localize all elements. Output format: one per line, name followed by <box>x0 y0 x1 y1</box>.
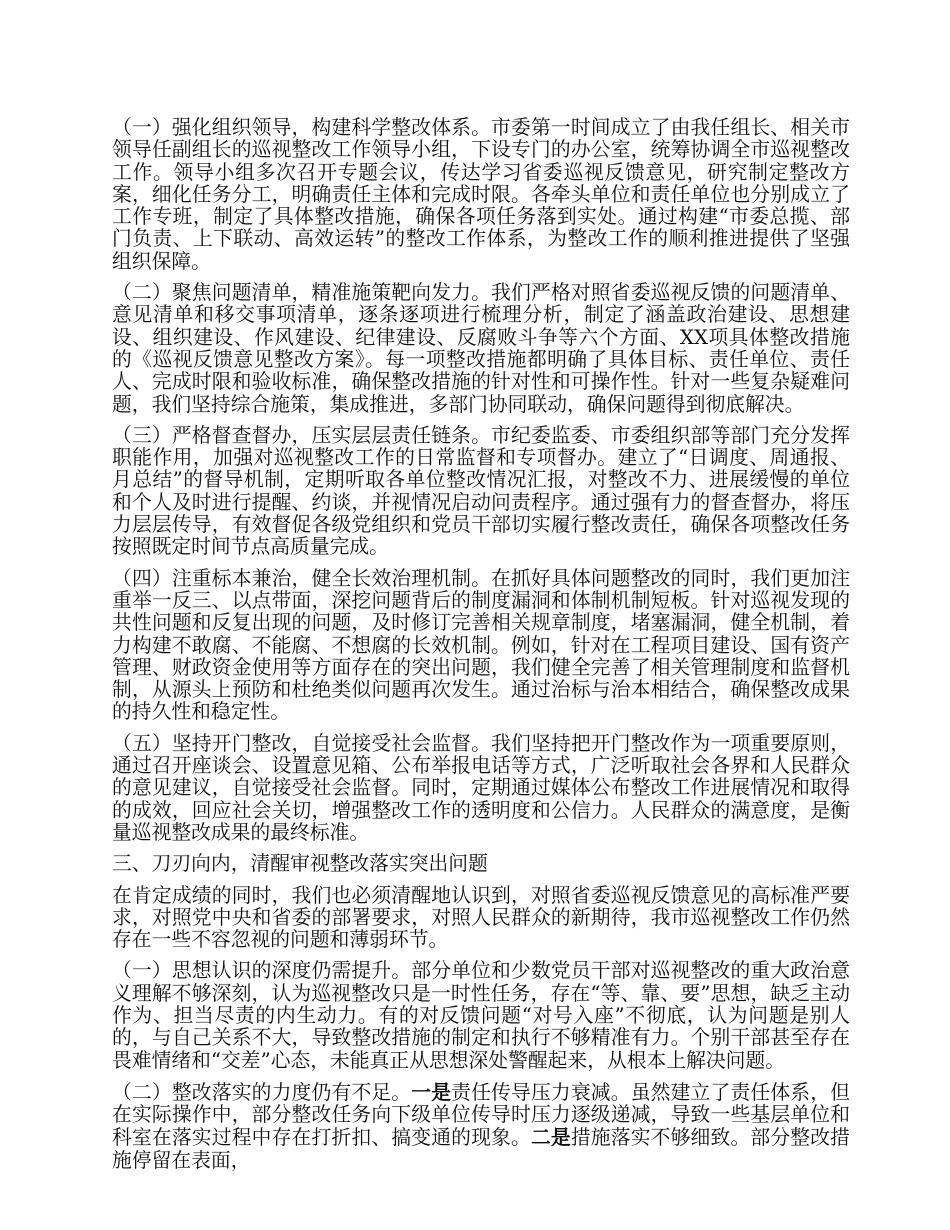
paragraph-text-second: 措施落实不够细致。部分整改措施停留在表面， <box>112 1126 850 1172</box>
paragraph-leadership: （一）强化组织领导，构建科学整改体系。市委第一时间成立了由我任组长、相关市领导任副组长的巡视整改工作领导小组，下设专门的办公室，统筹协调全市巡视整改工作。领导小组多次召开专题会议，传达学习省委巡视反馈意见，研究制定整改方案，细化任务分工，明确责任主体和完成时限。各牵头单位和责任单位也分别成立了工作专班，制定了具体整改措施，确保各项任务落到实处。通过构建“市委总揽、部门负责、上下联动、高效运转”的整改工作体系，为整改工作的顺利推进提供了坚强组织保障。 <box>112 116 850 273</box>
paragraph-open-rectification: （五）坚持开门整改，自觉接受社会监督。我们坚持把开门整改作为一项重要原则，通过召开座谈会、设置意见箱、公布举报电话等方式，广泛听取社会各界和人民群众的意见建议，自觉接受社会监督。同时，定期通过媒体公布整改工作进展情况和取得的成效，回应社会关切，增强整改工作的透明度和公信力。人民群众的满意度，是衡量巡视整改成果的最终标准。 <box>112 731 850 844</box>
paragraph-text-first: 责任传导压力衰减。虽然建立了责任体系，但在实际操作中，部分整改任务向下级单位传导时压力逐级递减，导致一些基层单位和科室在落实过程中存在打折扣、搞变通的现象。 <box>112 1080 850 1150</box>
bold-marker-second: 二是 <box>530 1125 571 1150</box>
paragraph-intro: （二）整改落实的力度仍有不足。 <box>112 1080 412 1104</box>
bold-marker-first: 一是 <box>411 1079 452 1104</box>
paragraph-intro-problems: 在肯定成绩的同时，我们也必须清醒地认识到，对照省委巡视反馈意见的高标准严要求，对照党中央和省委的部署要求，对照人民群众的新期待，我市巡视整改工作仍然存在一些不容忽视的问题和薄弱环节。 <box>112 883 850 952</box>
section-heading: 三、刀刃向内，清醒审视整改落实突出问题 <box>112 852 488 876</box>
paragraph-implementation-strength <box>112 1081 850 1172</box>
paragraph-ideological-awareness: （一）思想认识的深度仍需提升。部分单位和少数党员干部对巡视整改的重大政治意义理解不够深刻，认为巡视整改只是一时性任务，存在“等、靠、要”思想，缺乏主动作为、担当尽责的内生动力。有的对反馈问题“对号入座”不彻底，认为问题是别人的，与自己关系不大，导致整改措施的制定和执行不够精准有力。个别干部甚至存在畏难情绪和“交差”心态，未能真正从思想深处警醒起来，从根本上解决问题。 <box>112 959 850 1072</box>
paragraph-long-term-mechanism: （四）注重标本兼治，健全长效治理机制。在抓好具体问题整改的同时，我们更加注重举一反三、以点带面，深挖问题背后的制度漏洞和体制机制短板。针对巡视发现的共性问题和反复出现的问题，及时修订完善相关规章制度，堵塞漏洞，健全机制，着力构建不敢腐、不能腐、不想腐的长效机制。例如，针对在工程项目建设、国有资产管理、财政资金使用等方面存在的突出问题，我们健全完善了相关管理制度和监督机制，从源头上预防和杜绝类似问题再次发生。通过治标与治本相结合，确保整改成果的持久性和稳定性。 <box>112 566 850 724</box>
paragraph-supervision: （三）严格督查督办，压实层层责任链条。市纪委监委、市委组织部等部门充分发挥职能作用，加强对巡视整改工作的日常监督和专项督办。建立了“日调度、周通报、月总结”的督导机制，定期听取各单位整改情况汇报，对整改不力、进展缓慢的单位和个人及时进行提醒、约谈，并视情况启动问责程序。通过强有力的督查督办，将压力层层传导，有效督促各级党组织和党员干部切实履行整改责任，确保各项整改任务按照既定时间节点高质量完成。 <box>112 423 850 559</box>
paragraph-problem-list: （二）聚焦问题清单，精准施策靶向发力。我们严格对照省委巡视反馈的问题清单、意见清单和移交事项清单，逐条逐项进行梳理分析，制定了涵盖政治建设、思想建设、组织建设、作风建设、纪律建设、反腐败斗争等六个方面、XX项具体整改措施的《巡视反馈意见整改方案》。每一项整改措施都明确了具体目标、责任单位、责任人、完成时限和验收标准，确保整改措施的针对性和可操作性。针对一些复杂疑难问题，我们坚持综合施策，集成推进，多部门协同联动，确保问题得到彻底解决。 <box>112 281 850 416</box>
document-body <box>112 117 850 1181</box>
